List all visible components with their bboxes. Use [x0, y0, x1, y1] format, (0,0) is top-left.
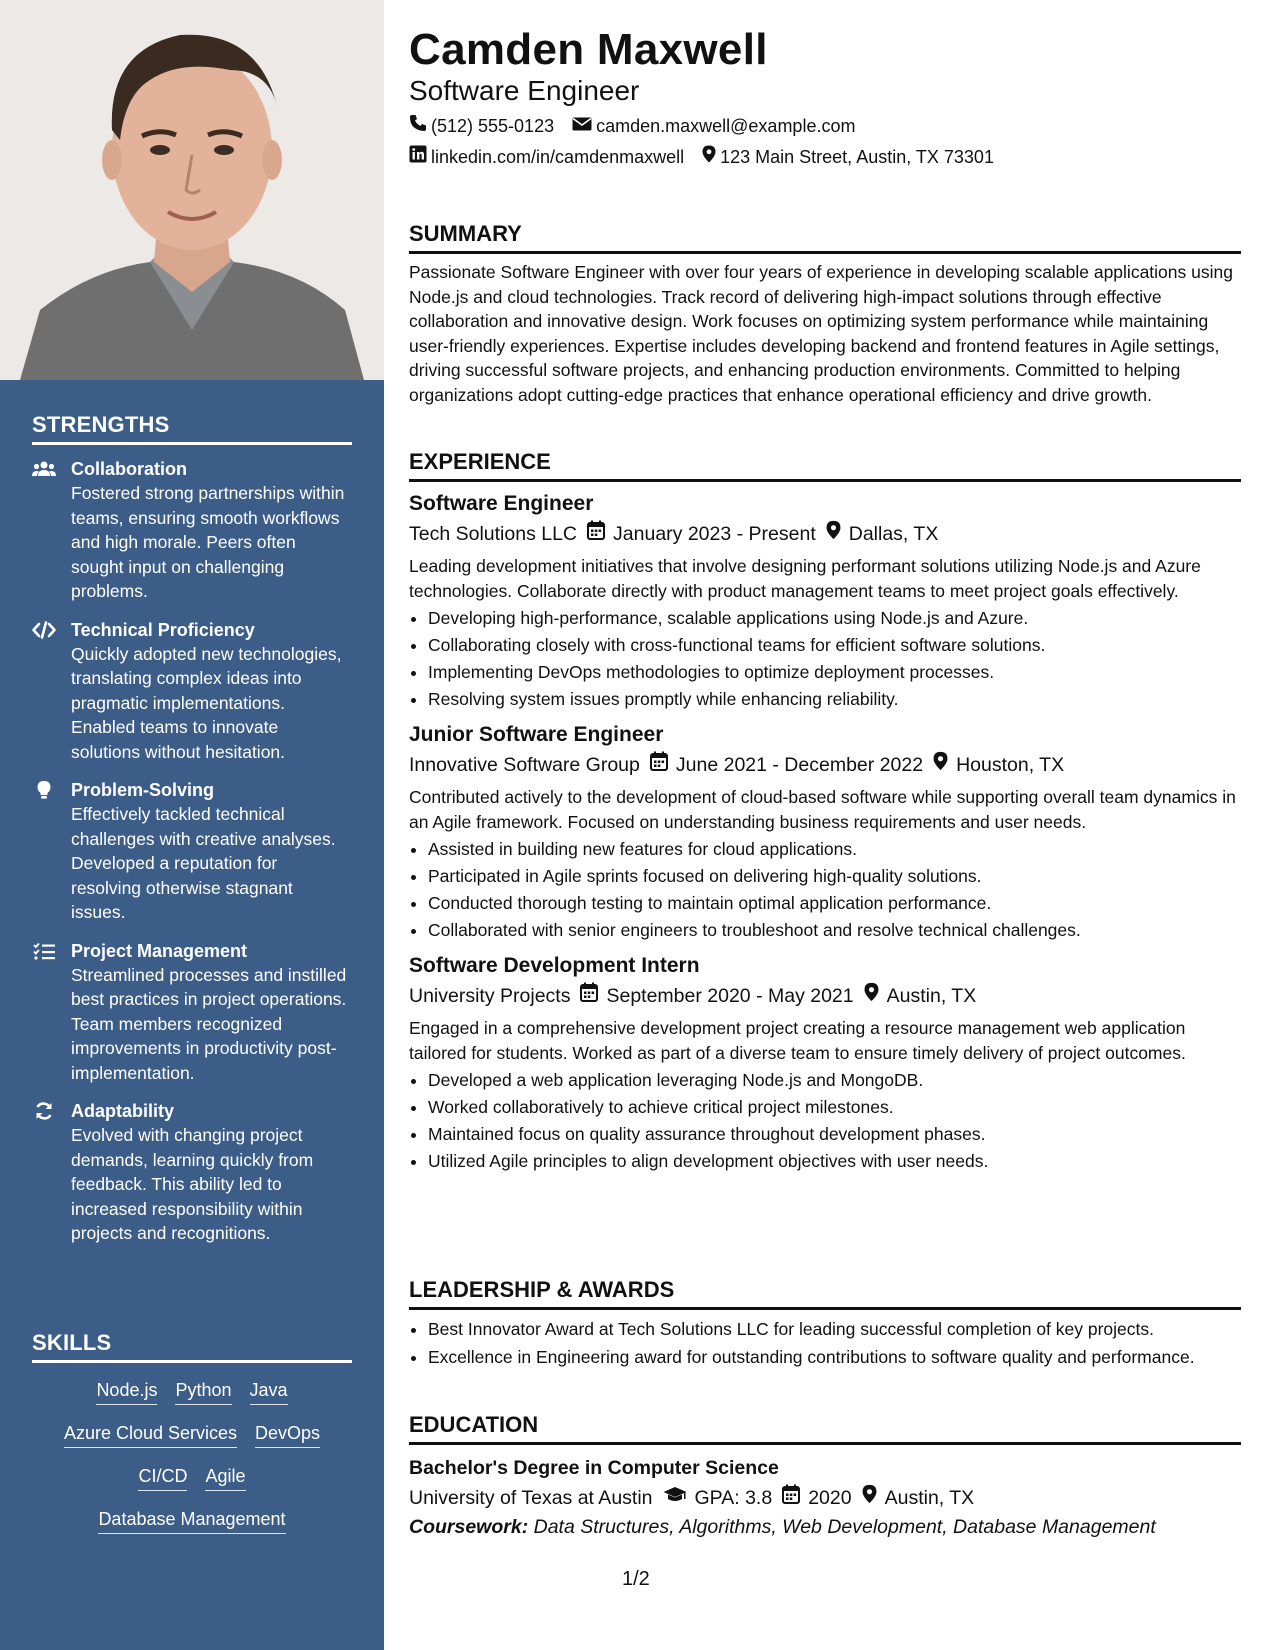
job-bullets [409, 836, 1241, 944]
job-title: Software Development Intern [409, 954, 700, 977]
strength-description: Fostered strong partnerships within teams, ensuring smooth workflows and high morale. Peers often sought input on challenging problems. [71, 483, 345, 601]
job-company: Innovative Software Group [409, 754, 640, 776]
skill-tag: Node.js [96, 1378, 157, 1405]
job-bullets [409, 605, 1241, 713]
job-description: Leading development initiatives that involve designing performant solutions utilizing Node.js and Azure technologies. Collaborate directly with product management teams to meet project goals effectively. [409, 556, 1201, 601]
job-meta [409, 751, 1241, 779]
contact-row [409, 114, 855, 137]
education-location-text: Austin, TX [884, 1487, 975, 1509]
job-dates-text: January 2023 - Present [613, 523, 816, 545]
calendar-icon [587, 520, 605, 548]
job-dates-text: September 2020 - May 2021 [606, 985, 854, 1007]
list-item: • Collaborated with senior engineers to troubleshoot and resolve technical challenges. [428, 917, 1241, 944]
job-dates [587, 520, 816, 548]
job-description: Contributed actively to the development of cloud-based software while supporting overall team dynamics in an Agile framework. Focused on understanding business requirements and user needs. [409, 787, 1236, 832]
list-item: • Utilized Agile principles to align development objectives with user needs. [428, 1148, 1241, 1175]
education-heading: EDUCATION [409, 1411, 1241, 1445]
sidebar [0, 0, 384, 1650]
strengths-section [32, 412, 352, 1246]
map-pin-icon [826, 520, 841, 548]
job-location [826, 520, 939, 548]
coursework-label: Coursework: [409, 1516, 529, 1538]
coursework [409, 1512, 1241, 1542]
job-entry [409, 490, 1241, 713]
education-gpa-text: GPA: 3.8 [694, 1487, 773, 1509]
experience-section [409, 448, 1241, 1175]
phone-icon [409, 114, 427, 137]
strength-item [32, 457, 352, 604]
list-item: • Conducted thorough testing to maintain optimal application performance. [428, 890, 1241, 917]
job-company: Tech Solutions LLC [409, 523, 578, 545]
refresh-icon [32, 1101, 56, 1121]
linkedin-contact[interactable] [409, 145, 684, 168]
skills-section [32, 1330, 352, 1534]
job-dates [580, 982, 853, 1010]
strength-item [32, 618, 352, 765]
list-item: • Assisted in building new features for cloud applications. [428, 836, 1241, 863]
calendar-icon [782, 1484, 800, 1512]
skill-tag: Azure Cloud Services [64, 1421, 237, 1448]
job-location-text: Dallas, TX [848, 523, 939, 545]
education-school: University of Texas at Austin [409, 1487, 653, 1509]
strength-description: Evolved with changing project demands, learning quickly from feedback. This ability led to increased responsibility within projects and recognitions. [71, 1125, 314, 1243]
education-meta [409, 1484, 1241, 1512]
skill-tag: Agile [205, 1464, 245, 1491]
skill-tag: Java [250, 1378, 288, 1405]
map-pin-icon [862, 1484, 877, 1512]
education-section [409, 1411, 1241, 1542]
skill-tag: Database Management [98, 1507, 285, 1534]
job-entry [409, 721, 1241, 944]
strength-description: Effectively tackled technical challenges with creative analyses. Developed a reputation for resolving otherwise stagnant issues. [71, 804, 336, 922]
map-pin-icon [702, 145, 716, 168]
address-text: 123 Main Street, Austin, TX 73301 [720, 146, 994, 167]
job-location [864, 982, 977, 1010]
candidate-name: Camden Maxwell [409, 25, 768, 74]
portrait-image [0, 0, 384, 380]
job-dates-text: June 2021 - December 2022 [675, 754, 924, 776]
skill-tag: DevOps [255, 1421, 320, 1448]
linkedin-text: linkedin.com/in/camdenmaxwell [431, 146, 685, 167]
job-title: Junior Software Engineer [409, 723, 664, 746]
strength-title: Project Management [71, 940, 248, 961]
education-year [782, 1484, 851, 1512]
email-contact[interactable] [572, 115, 855, 137]
calendar-icon [580, 982, 598, 1010]
education-degree: Bachelor's Degree in Computer Science [409, 1457, 779, 1479]
skill-tag: CI/CD [138, 1464, 187, 1491]
job-dates [650, 751, 923, 779]
strength-description: Quickly adopted new technologies, translating complex ideas into pragmatic implementations. Enabled teams to innovate solutions without hesitation. [71, 643, 342, 762]
address-contact [702, 145, 994, 168]
map-pin-icon [933, 751, 948, 779]
map-pin-icon [864, 982, 879, 1010]
list-item: • Developed a web application leveraging Node.js and MongoDB. [428, 1067, 1241, 1094]
calendar-icon [650, 751, 668, 779]
skill-tag: Python [175, 1378, 231, 1405]
summary-section [409, 220, 1241, 407]
list-item: • Excellence in Engineering award for outstanding contributions to software quality and performance. [428, 1345, 1241, 1370]
education-year-text: 2020 [808, 1487, 852, 1509]
page-number: 1/2 [622, 1568, 650, 1590]
strength-description: Streamlined processes and instilled best practices in project operations. Team members recognized improvements in productivity post-implementation. [71, 964, 347, 1083]
list-item: • Worked collaboratively to achieve critical project milestones. [428, 1094, 1241, 1121]
experience-heading: EXPERIENCE [409, 448, 1241, 482]
strength-title: Adaptability [71, 1101, 175, 1121]
summary-text: Passionate Software Engineer with over four years of experience in developing scalable applications using Node.js and cloud technologies. Track record of delivering high-impact solutions through effective collaboration and innovative design. Work focuses on optimizing system performance while maintaining user-friendly experiences. Expertise includes developing backend and frontend features in Agile settings, driving successful software projects, and enhancing production environments. Committed to helping organizations adopt cutting-edge practices that enhance operational efficiency and drive growth. [409, 262, 1233, 405]
strength-item [32, 939, 352, 1086]
strength-item [32, 778, 352, 925]
graduation-cap-icon [663, 1484, 687, 1512]
job-company: University Projects [409, 985, 571, 1007]
profile-photo [0, 0, 384, 380]
education-gpa [663, 1484, 773, 1512]
job-title: Software Engineer [409, 492, 594, 515]
skills-heading: SKILLS [32, 1330, 352, 1363]
job-meta [409, 520, 1241, 548]
leadership-heading: LEADERSHIP & AWARDS [409, 1276, 1241, 1310]
job-location-text: Houston, TX [956, 754, 1065, 776]
job-description: Engaged in a comprehensive development project creating a resource management web application tailored for students. Worked as part of a diverse team to ensure timely delivery of project outcomes. [409, 1018, 1186, 1063]
list-item: • Maintained focus on quality assurance throughout development phases. [428, 1121, 1241, 1148]
strength-item [32, 1099, 352, 1246]
job-location [933, 751, 1064, 779]
education-location [862, 1484, 975, 1512]
envelope-icon [572, 115, 592, 137]
job-location-text: Austin, TX [886, 985, 977, 1007]
list-item: • Participated in Agile sprints focused on delivering high-quality solutions. [428, 863, 1241, 890]
list-item: • Best Innovator Award at Tech Solutions LLC for leading successful completion of key projects. [428, 1316, 1241, 1343]
summary-heading: SUMMARY [409, 220, 1241, 254]
code-icon [32, 620, 56, 640]
users-icon [32, 459, 56, 479]
skills-list [32, 1378, 352, 1534]
strength-title: Collaboration [71, 459, 187, 479]
strength-title: Technical Proficiency [71, 619, 255, 640]
coursework-text: Data Structures, Algorithms, Web Development, Database Management [533, 1516, 1156, 1538]
list-check-icon [32, 941, 56, 961]
list-item: • Resolving system issues promptly while enhancing reliability. [428, 686, 1241, 713]
phone-contact[interactable] [409, 114, 554, 137]
list-item: • Collaborating closely with cross-functional teams for efficient software solutions. [428, 632, 1241, 659]
awards-list [409, 1316, 1241, 1370]
phone-text: (512) 555-0123 [431, 115, 555, 136]
job-entry [409, 952, 1241, 1175]
job-bullets [409, 1067, 1241, 1175]
list-item: • Developing high-performance, scalable applications using Node.js and Azure. [428, 605, 1241, 632]
linkedin-icon [409, 145, 427, 168]
job-meta [409, 982, 1241, 1010]
email-text: camden.maxwell@example.com [596, 115, 856, 136]
strengths-heading: STRENGTHS [32, 412, 352, 445]
list-item: • Implementing DevOps methodologies to optimize deployment processes. [428, 659, 1241, 686]
contact-row [409, 145, 994, 168]
lightbulb-icon [32, 780, 56, 800]
leadership-section [409, 1276, 1241, 1370]
candidate-role: Software Engineer [409, 75, 640, 106]
strength-title: Problem-Solving [71, 780, 215, 800]
